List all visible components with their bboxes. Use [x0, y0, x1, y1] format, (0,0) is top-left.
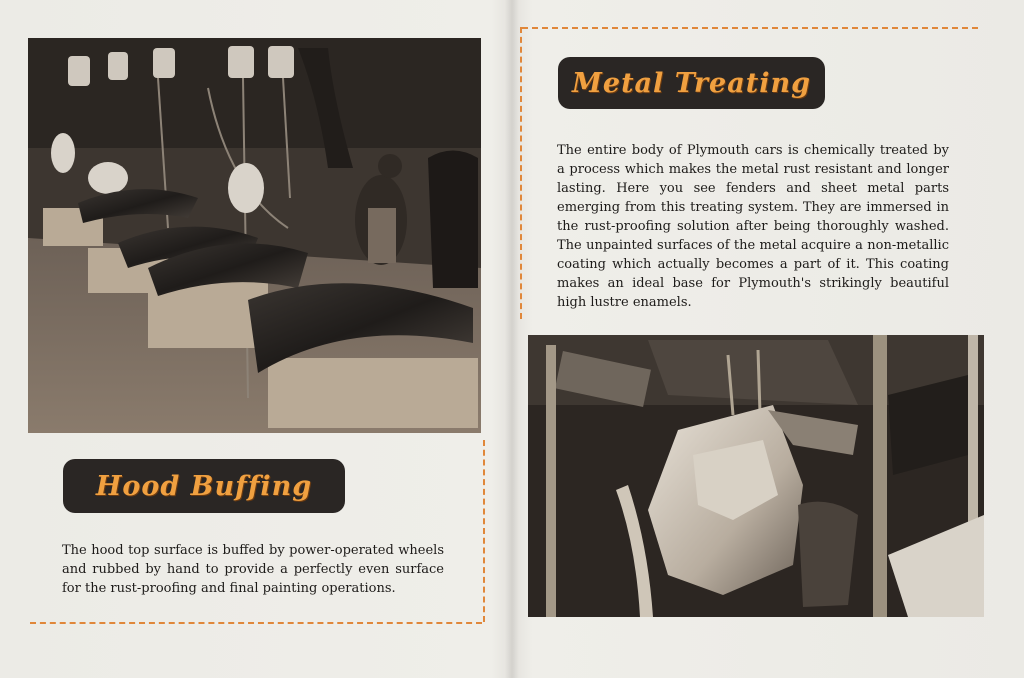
metal-treating-banner: [558, 57, 825, 109]
metal-treating-title: Metal Treating: [572, 67, 811, 99]
metal-treating-text: The entire body of Plymouth cars is chemically treated by a process which makes the metal rust resistant and longer lasting. Here you see fenders and sheet metal parts emerging from this treating system. They are immersed in the rust-proofing solution after being thoroughly washed. The unpainted surfaces of the metal acquire a non-metallic coating which actually becomes a part of it. This coating makes an ideal base for Plymouth's strikingly beautiful high lustre enamels.: [557, 143, 949, 310]
left-side-rule: [483, 440, 485, 622]
hood-buffing-title: Hood Buffing: [95, 470, 313, 502]
right-side-rule: [520, 27, 522, 319]
page-gutter: [505, 0, 519, 678]
hood-buffing-photo: [28, 38, 481, 433]
hood-buffing-banner: [63, 459, 345, 513]
left-bottom-rule: [30, 622, 482, 624]
metal-treating-photo: [528, 335, 984, 617]
hood-buffing-text: The hood top surface is buffed by power-operated wheels and rubbed by hand to provide a perfectly even surface for the rust-proofing and final painting operations.: [62, 543, 444, 596]
right-top-rule: [522, 27, 978, 29]
